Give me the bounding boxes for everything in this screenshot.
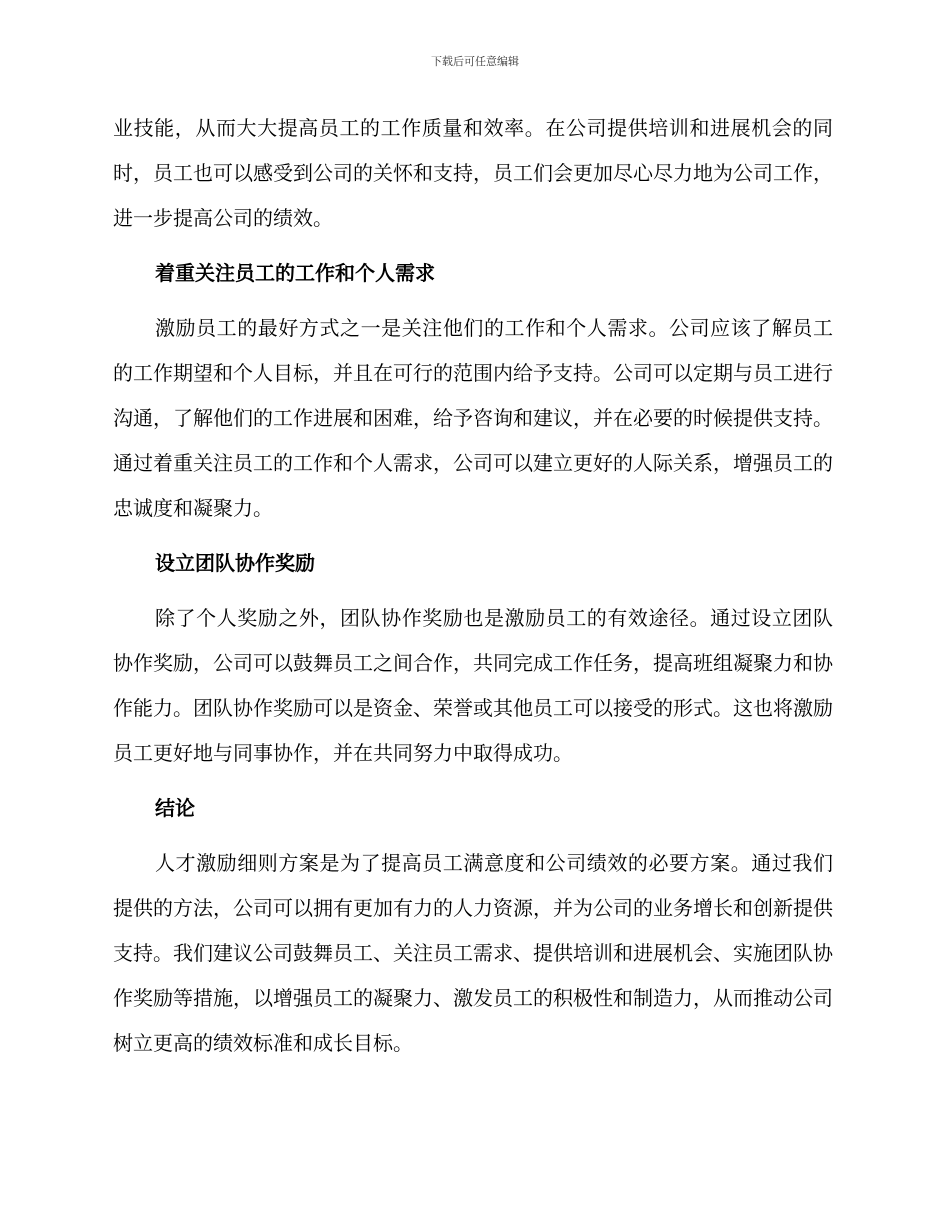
document-body <box>113 106 833 1076</box>
section-heading-conclusion: 结论 <box>155 796 195 820</box>
paragraph-continued: 业技能，从而大大提高员工的工作质量和效率。在公司提供培训和进展机会的同时，员工也可以感受到公司的关怀和支持，员工们会更加尽心尽力地为公司工作，进一步提高公司的绩效。 <box>113 116 833 230</box>
paragraph-conclusion: 人才激励细则方案是为了提高员工满意度和公司绩效的必要方案。通过我们提供的方法，公司可以拥有更加有力的人力资源，并为公司的业务增长和创新提供支持。我们建议公司鼓舞员工、关注员工需求、提供培训和进展机会、实施团队协作奖励等措施，以增强员工的凝聚力、激发员工的积极性和制造力，从而推动公司树立更高的绩效标准和成长目标。 <box>113 851 833 1055</box>
paragraph-focus-needs: 激励员工的最好方式之一是关注他们的工作和个人需求。公司应该了解员工的工作期望和个人目标，并且在可行的范围内给予支持。公司可以定期与员工进行沟通，了解他们的工作进展和困难，给予咨询和建议，并在必要的时候提供支持。通过着重关注员工的工作和个人需求，公司可以建立更好的人际关系，增强员工的忠诚度和凝聚力。 <box>113 316 833 520</box>
page-header: 下载后可任意编辑 <box>431 55 519 68</box>
section-heading-focus-needs: 着重关注员工的工作和个人需求 <box>155 261 435 285</box>
paragraph-team-reward: 除了个人奖励之外，团队协作奖励也是激励员工的有效途径。通过设立团队协作奖励，公司可以鼓舞员工之间合作，共同完成工作任务，提高班组凝聚力和协作能力。团队协作奖励可以是资金、荣誉或其他员工可以接受的形式。这也将激励员工更好地与同事协作，并在共同努力中取得成功。 <box>113 606 833 765</box>
section-heading-team-reward: 设立团队协作奖励 <box>155 551 315 575</box>
